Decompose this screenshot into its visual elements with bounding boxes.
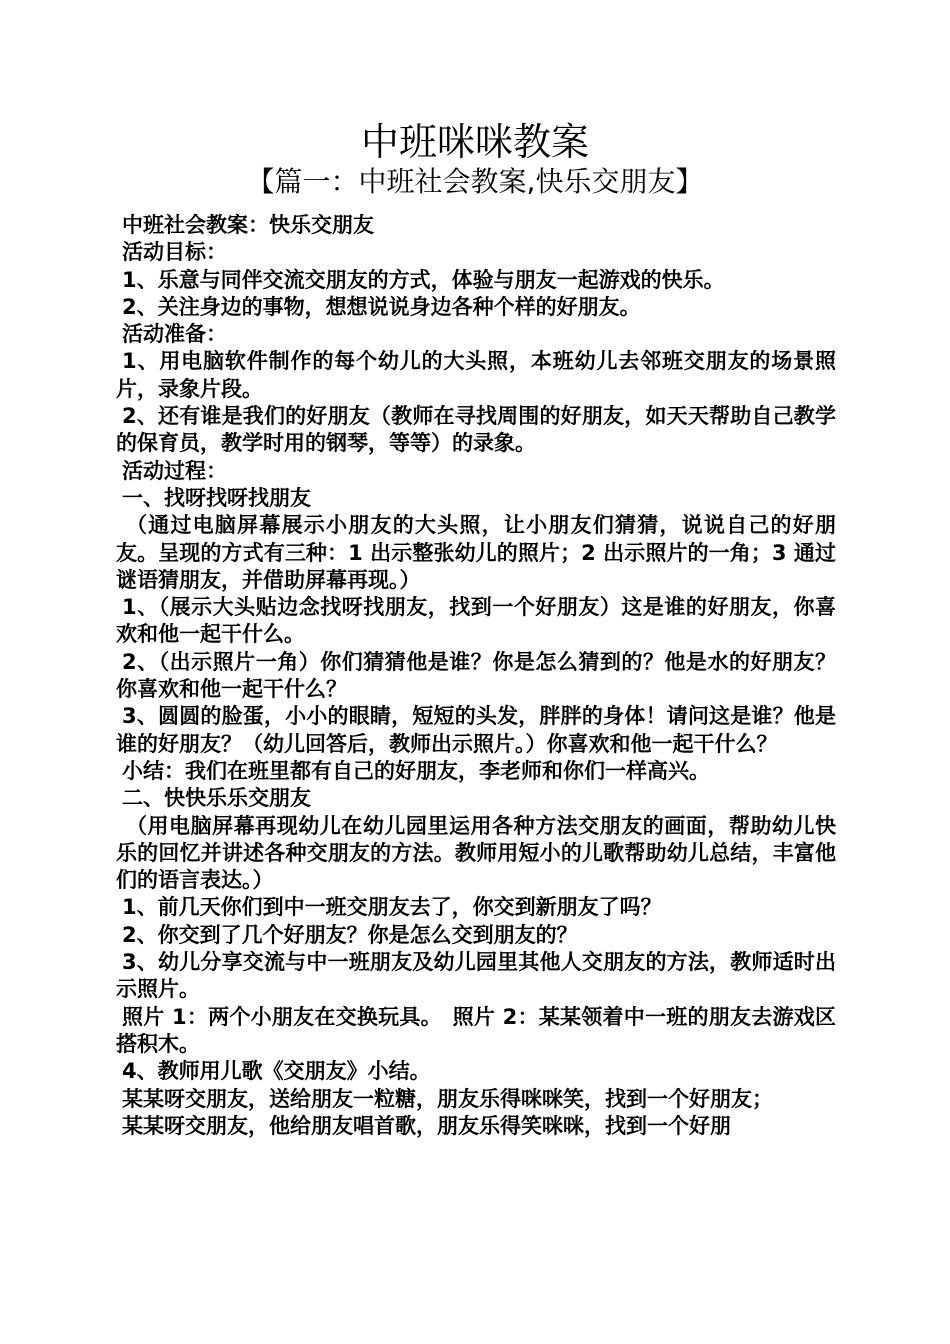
preparation-item: 1、用电脑软件制作的每个幼儿的大头照，本班幼儿去邻班交朋友的场景照片，录象片段。 <box>116 349 836 401</box>
preparation-item: 2、还有谁是我们的好朋友（教师在寻找周围的好朋友，如天天帮助自己教学的保育员，教学时用的钢琴，等等）的录象。 <box>116 404 836 456</box>
process-note: （通过电脑屏幕展示小朋友的大头照，让小朋友们猜猜，说说自己的好朋友。呈现的方式有三种：1 出示整张幼儿的照片；2 出示照片的一角；3 通过谜语猜朋友，并借助屏幕再现。） <box>116 513 836 592</box>
song-lyric: 某某呀交朋友，送给朋友一粒糖，朋友乐得咪咪笑，找到一个好朋友； <box>122 1086 773 1111</box>
process-item: 1、前几天你们到中一班交朋友去了，你交到新朋友了吗？ <box>122 895 662 920</box>
process-note: （用电脑屏幕再现幼儿在幼儿园里运用各种方法交朋友的画面，帮助幼儿快乐的回忆并讲述各种交朋友的方法。教师用短小的儿歌帮助幼儿总结，丰富他们的语言表达。） <box>116 813 836 893</box>
process-item: 2、（出示照片一角）你们猜猜他是谁？你是怎么猜到的？他是水的好朋友？你喜欢和他一起干什么？ <box>116 649 836 702</box>
document-subtitle: 【篇一：中班社会教案,快乐交朋友】 <box>246 165 704 198</box>
document-body <box>116 212 836 1140</box>
process-item: 3、圆圆的脸蛋，小小的眼睛，短短的头发，胖胖的身体！请问这是谁？他是谁的好朋友？（幼儿回答后，教师出示照片。）你喜欢和他一起干什么？ <box>116 704 836 756</box>
process-item: 2、你交到了几个好朋友？你是怎么交到朋友的？ <box>122 922 578 947</box>
process-item: 3、幼儿分享交流与中一班朋友及幼儿园里其他人交朋友的方法，教师适时出示照片。 <box>116 950 836 1002</box>
photo-caption: 照片 1：两个小朋友在交换玩具。 照片 2：某某领着中一班的朋友去游戏区搭积木。 <box>116 1004 836 1056</box>
process-step-heading: 一、找呀找呀找朋友 <box>122 485 311 510</box>
process-item: 1、（展示大头贴边念找呀找朋友，找到一个好朋友）这是谁的好朋友，你喜欢和他一起干什么。 <box>116 595 836 647</box>
summary-paragraph: 小结：我们在班里都有自己的好朋友，李老师和你们一样高兴。 <box>122 758 710 783</box>
document-title: 中班咪咪教案 <box>360 120 589 164</box>
lesson-heading: 中班社会教案：快乐交朋友 <box>122 213 374 237</box>
section-heading-preparation: 活动准备： <box>122 322 227 347</box>
process-step-heading: 二、快快乐乐交朋友 <box>122 786 311 811</box>
process-item: 4、教师用儿歌《交朋友》小结。 <box>122 1059 431 1084</box>
goal-item: 2、关注身边的事物，想想说说身边各种个样的好朋友。 <box>122 294 641 319</box>
song-lyric: 某某呀交朋友，他给朋友唱首歌，朋友乐得笑咪咪，找到一个好朋 <box>122 1113 731 1138</box>
section-heading-process: 活动过程： <box>122 458 227 483</box>
goal-item: 1、乐意与同伴交流交朋友的方式，体验与朋友一起游戏的快乐。 <box>122 267 725 292</box>
section-heading-goals: 活动目标： <box>122 240 227 265</box>
